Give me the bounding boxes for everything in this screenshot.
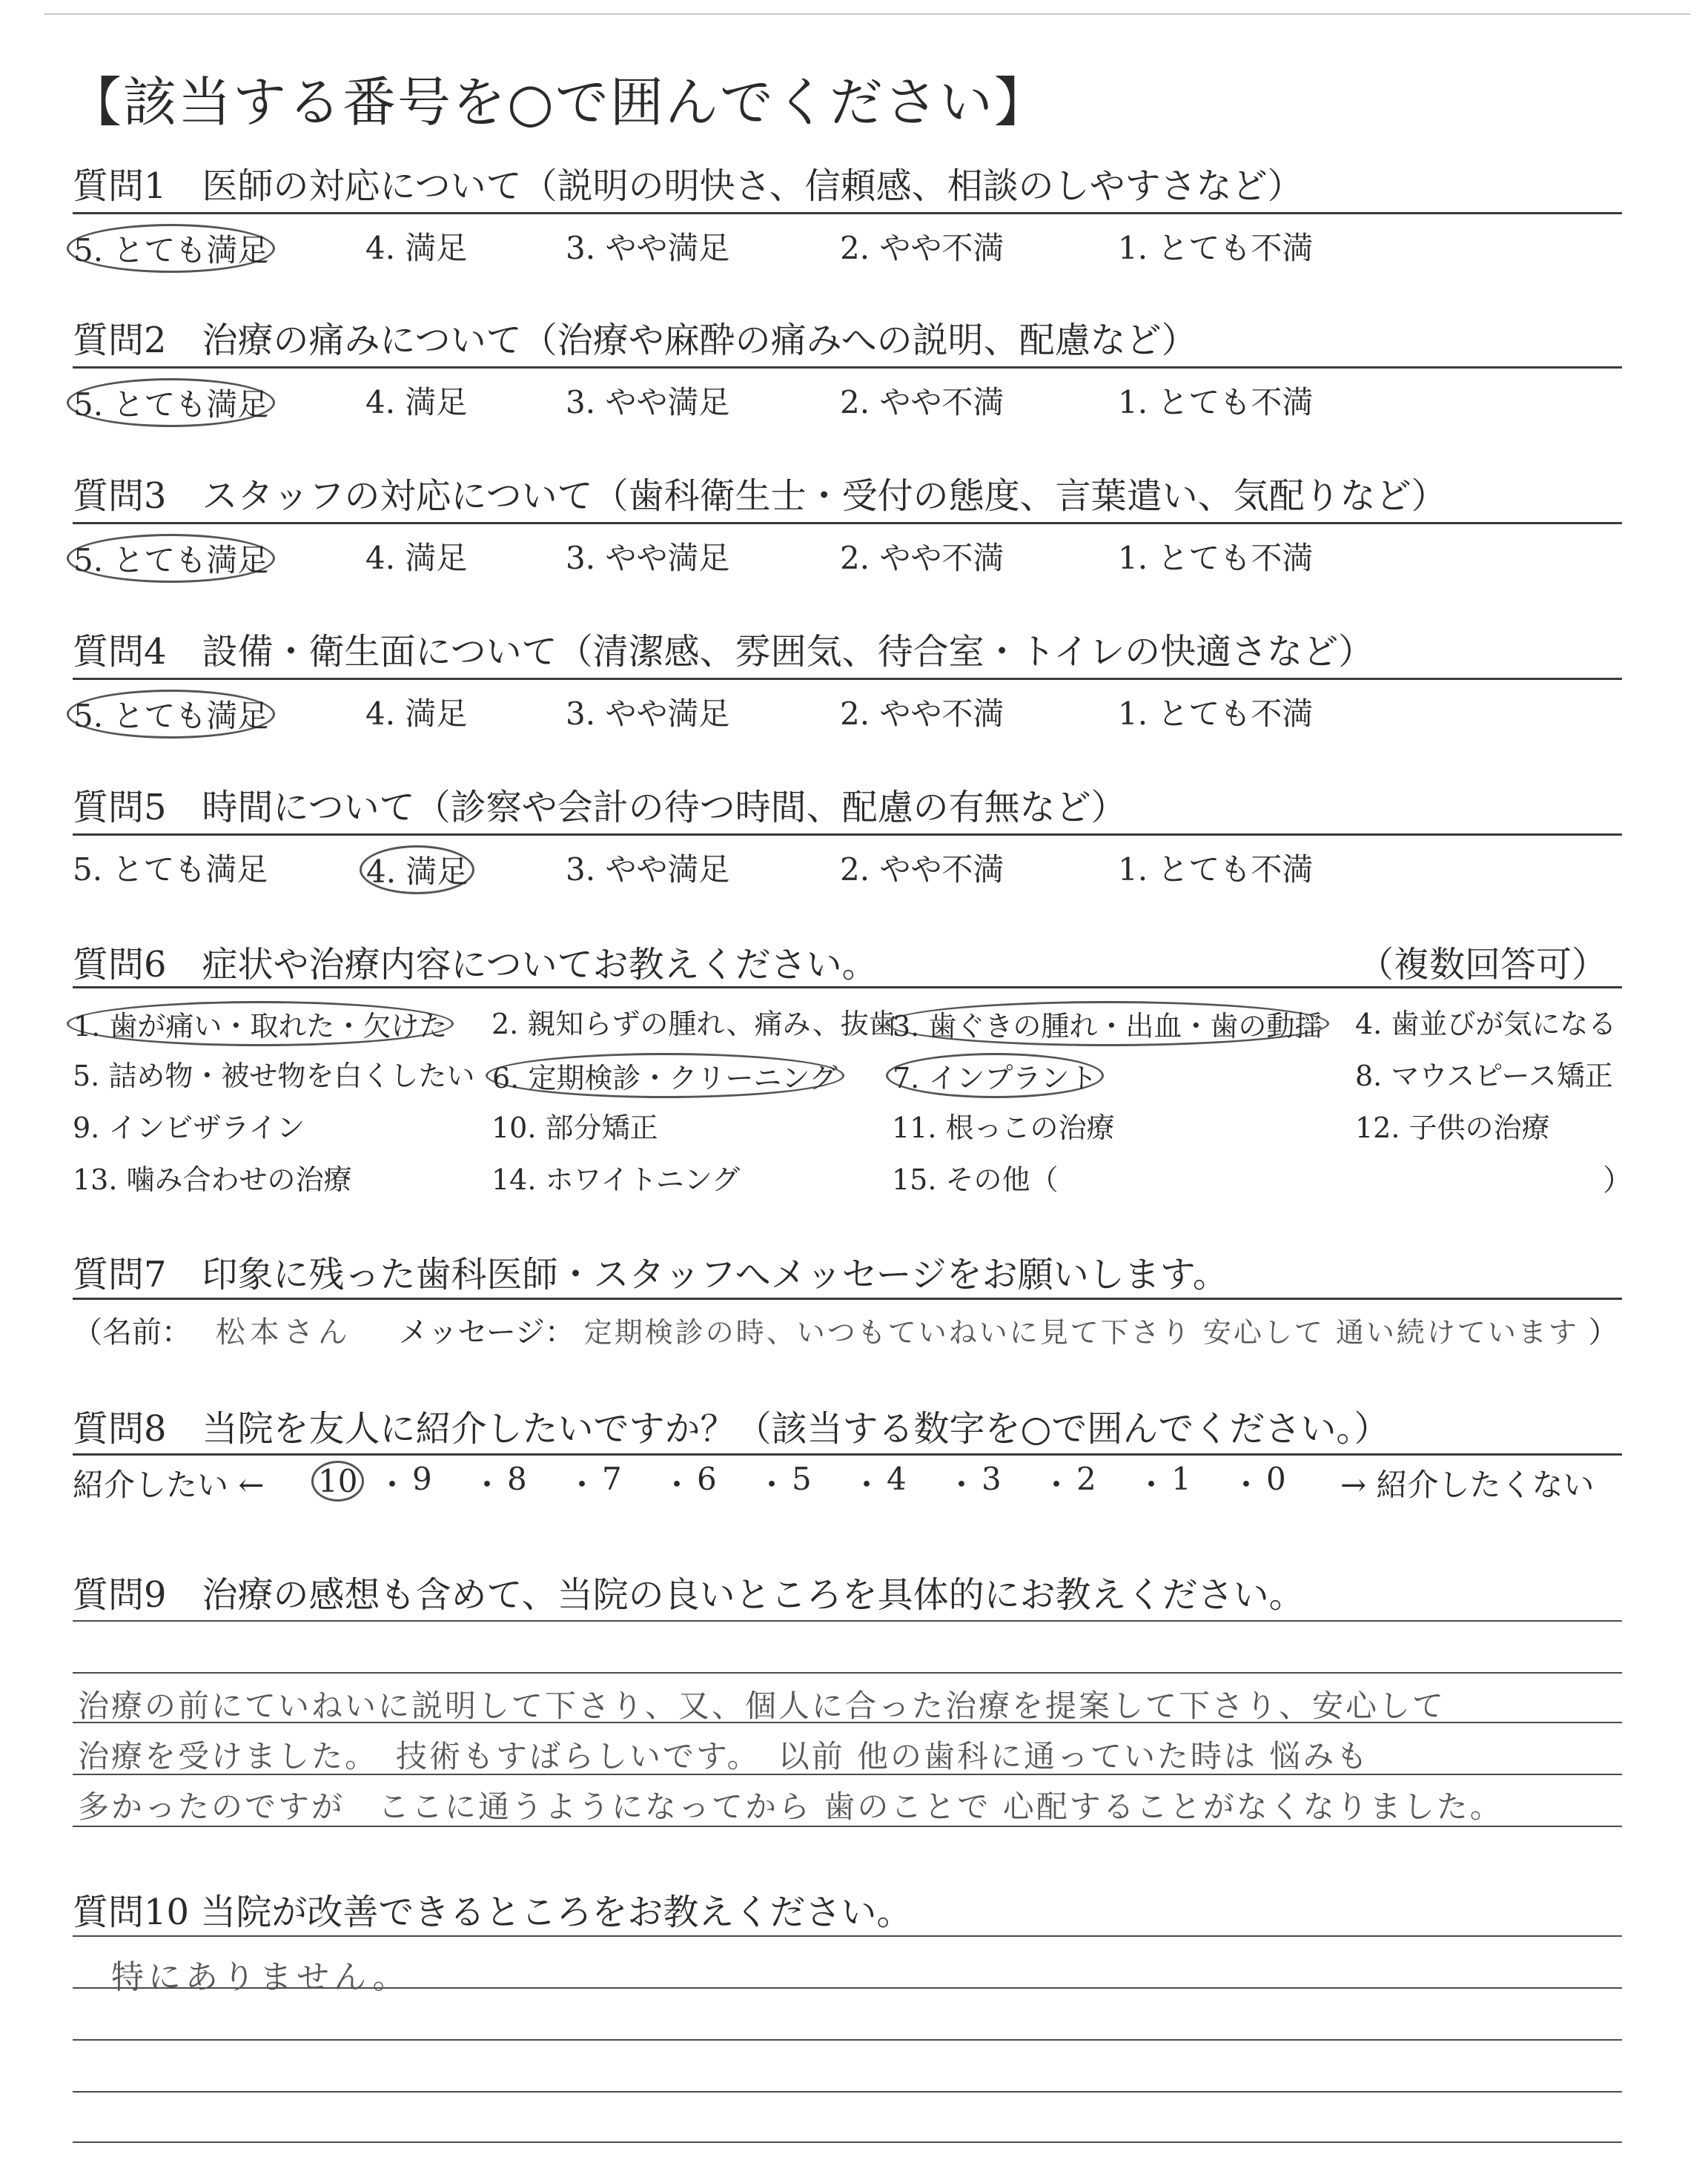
q7-close: ） (1588, 1315, 1618, 1350)
q6-option[interactable]: 14. ホワイトニング (491, 1163, 741, 1196)
q2-option[interactable]: 4. 満足 (365, 384, 468, 420)
q8-scale-dot: ・ (756, 1467, 788, 1503)
q8-title: 質問8 当院を友人に紹介したいですか？（該当する数字を○で囲んでください。） (73, 1408, 1390, 1450)
q6-option[interactable]: 10. 部分矯正 (491, 1112, 658, 1144)
q5-option[interactable] (365, 845, 474, 894)
q3-option[interactable]: 3. やや満足 (566, 540, 730, 576)
q8-rule (73, 1453, 1622, 1456)
q7-message-value[interactable]: 定期検診の時、いつもていねいに見て下さり 安心して 通い続けています (583, 1316, 1579, 1349)
q7-rule (73, 1298, 1622, 1300)
q5-option[interactable]: 5. とても満足 (73, 851, 268, 888)
q6-rule (73, 986, 1622, 988)
q6-option[interactable]: 11. 根っこの治療 (892, 1112, 1115, 1144)
q6-option[interactable]: 9. インビザライン (73, 1112, 305, 1144)
q8-scale-number[interactable]: 5 (792, 1461, 812, 1497)
q3-option[interactable]: 2. やや不満 (840, 540, 1004, 576)
selected-circle: 10 (311, 1461, 364, 1502)
q3-option[interactable]: 4. 満足 (365, 540, 468, 576)
q9-line-0 (73, 1620, 1622, 1622)
selected-circle: 6. 定期検診・クリーニング (486, 1053, 844, 1098)
q8-scale-dot: ・ (471, 1467, 503, 1503)
q7-name-value[interactable]: 松本さん (215, 1315, 352, 1350)
q10-line-0 (73, 1935, 1622, 1937)
q1-rule (73, 212, 1622, 214)
top-border (44, 13, 1690, 15)
selected-circle: 5. とても満足 (67, 690, 275, 739)
q6-option[interactable] (491, 1053, 844, 1098)
q8-scale-dot: ・ (661, 1467, 693, 1503)
q7-message-label: メッセージ： (398, 1315, 575, 1350)
q1-option[interactable]: 3. やや満足 (566, 230, 730, 266)
q2-option[interactable]: 3. やや満足 (566, 384, 730, 420)
q8-scale-number[interactable]: 6 (697, 1461, 717, 1497)
selected-circle: 5. とても満足 (67, 378, 275, 427)
q5-rule (73, 833, 1622, 836)
q9-title: 質問9 治療の感想も含めて、当院の良いところを具体的にお教えください。 (73, 1574, 1305, 1616)
q9-answer-line[interactable]: 治療を受けました。 技術もすばらしいです。 以前 他の歯科に通っていた時は 悩みも (78, 1738, 1370, 1774)
q6-option[interactable]: 12. 子供の治療 (1355, 1112, 1550, 1144)
q8-scale-dot: ・ (1231, 1467, 1262, 1503)
q6-note: （複数回答可） (1358, 944, 1608, 985)
q6-option[interactable] (892, 1053, 1104, 1098)
q8-scale-dot: ・ (1041, 1467, 1073, 1503)
q4-option[interactable] (73, 690, 275, 739)
q6-option[interactable]: 4. 歯並びが気になる (1355, 1008, 1617, 1040)
q4-option[interactable]: 3. やや満足 (566, 696, 730, 732)
q8-scale-number[interactable]: 4 (887, 1461, 907, 1497)
q7-answer-row (73, 1309, 1618, 1351)
q4-option[interactable]: 2. やや不満 (840, 696, 1004, 732)
q7-title: 質問7 印象に残った歯科医師・スタッフへメッセージをお願いします。 (73, 1254, 1228, 1295)
q8-scale-number[interactable] (317, 1461, 364, 1502)
q2-option[interactable] (73, 378, 275, 427)
q2-option[interactable]: 1. とても不満 (1118, 384, 1314, 420)
q3-title: 質問3 スタッフの対応について（歯科衛生士・受付の態度、言葉遣い、気配りなど） (73, 475, 1447, 517)
q10-line-2 (73, 2039, 1622, 2041)
q3-option[interactable]: 1. とても不満 (1118, 540, 1314, 576)
q8-scale-dot: ・ (566, 1467, 598, 1503)
page-heading: 【該当する番号を○で囲んでください】 (68, 71, 1049, 133)
selected-circle: 1. 歯が痛い・取れた・欠けた (67, 1001, 454, 1046)
q4-rule (73, 678, 1622, 680)
q8-scale-number[interactable]: 2 (1076, 1461, 1096, 1497)
q1-option[interactable]: 1. とても不満 (1118, 230, 1314, 266)
q4-option[interactable]: 1. とても不満 (1118, 696, 1314, 732)
selected-circle: 7. インプラント (886, 1053, 1104, 1098)
q10-line-3 (73, 2091, 1622, 2093)
q8-scale-number[interactable]: 1 (1171, 1461, 1191, 1497)
q2-title: 質問2 治療の痛みについて（治療や麻酔の痛みへの説明、配慮など） (73, 320, 1197, 361)
q7-name-label: （名前： (73, 1315, 191, 1350)
q2-option[interactable]: 2. やや不満 (840, 384, 1004, 420)
q6-other-close: ） (1603, 1163, 1632, 1198)
q10-answer[interactable]: 特にありません。 (111, 1958, 410, 1996)
selected-circle: 3. 歯ぐきの腫れ・出血・歯の動揺 (886, 1001, 1329, 1046)
q6-option[interactable]: 5. 詰め物・被せ物を白くしたい (73, 1060, 475, 1092)
q6-option[interactable]: 2. 親知らずの腫れ、痛み、抜歯 (491, 1008, 897, 1040)
selected-circle: 5. とても満足 (67, 534, 275, 583)
q3-option[interactable] (73, 534, 275, 583)
q6-option[interactable]: 13. 噛み合わせの治療 (73, 1163, 352, 1196)
q10-title: 質問10 当院が改善できるところをお教えください。 (73, 1892, 913, 1933)
q3-rule (73, 522, 1622, 524)
q8-scale-dot: ・ (851, 1467, 883, 1503)
q4-option[interactable]: 4. 満足 (365, 696, 468, 732)
q8-scale-number[interactable]: 0 (1266, 1461, 1286, 1497)
q6-title: 質問6 症状や治療内容についてお教えください。 (73, 944, 878, 985)
q1-option[interactable]: 4. 満足 (365, 230, 468, 266)
q9-line-1 (73, 1672, 1622, 1674)
q9-answer-line[interactable]: 治療の前にていねいに説明して下さり、又、個人に合った治療を提案して下さり、安心して (78, 1688, 1446, 1724)
q5-option[interactable]: 3. やや満足 (566, 851, 730, 888)
selected-circle: 5. とても満足 (67, 224, 275, 273)
selected-circle: 4. 満足 (360, 845, 474, 894)
q6-option[interactable]: 8. マウスピース矯正 (1355, 1060, 1613, 1092)
q2-rule (73, 366, 1622, 369)
q6-option[interactable]: 15. その他（ (892, 1163, 1059, 1196)
q8-scale-number[interactable]: 8 (507, 1461, 527, 1497)
q8-scale-number[interactable]: 9 (412, 1461, 432, 1497)
q9-answer-line[interactable]: 多かったのですが ここに通うようになってから 歯のことで 心配することがなくなりました。 (78, 1789, 1503, 1825)
q8-left-label: 紹介したい ← (73, 1467, 265, 1503)
q5-option[interactable]: 2. やや不満 (840, 851, 1004, 888)
q1-option[interactable] (73, 224, 275, 273)
q8-scale-dot: ・ (377, 1467, 408, 1503)
q10-line-4 (73, 2141, 1622, 2143)
q1-option[interactable]: 2. やや不満 (840, 230, 1004, 266)
q5-option[interactable]: 1. とても不満 (1118, 851, 1314, 888)
q5-title: 質問5 時間について（診察や会計の待つ時間、配慮の有無など） (73, 787, 1127, 828)
q4-title: 質問4 設備・衛生面について（清潔感、雰囲気、待合室・トイレの快適さなど） (73, 631, 1374, 673)
q8-scale-number[interactable]: 3 (982, 1461, 1002, 1497)
q8-scale-number[interactable]: 7 (602, 1461, 622, 1497)
q1-title: 質問1 医師の対応について（説明の明快さ、信頼感、相談のしやすさなど） (73, 165, 1303, 207)
q8-scale-dot: ・ (1136, 1467, 1168, 1503)
q8-scale-dot: ・ (946, 1467, 978, 1503)
q6-option[interactable] (73, 1001, 454, 1046)
q8-right-label: → 紹介したくない (1340, 1467, 1595, 1503)
q6-option[interactable] (892, 1001, 1329, 1046)
